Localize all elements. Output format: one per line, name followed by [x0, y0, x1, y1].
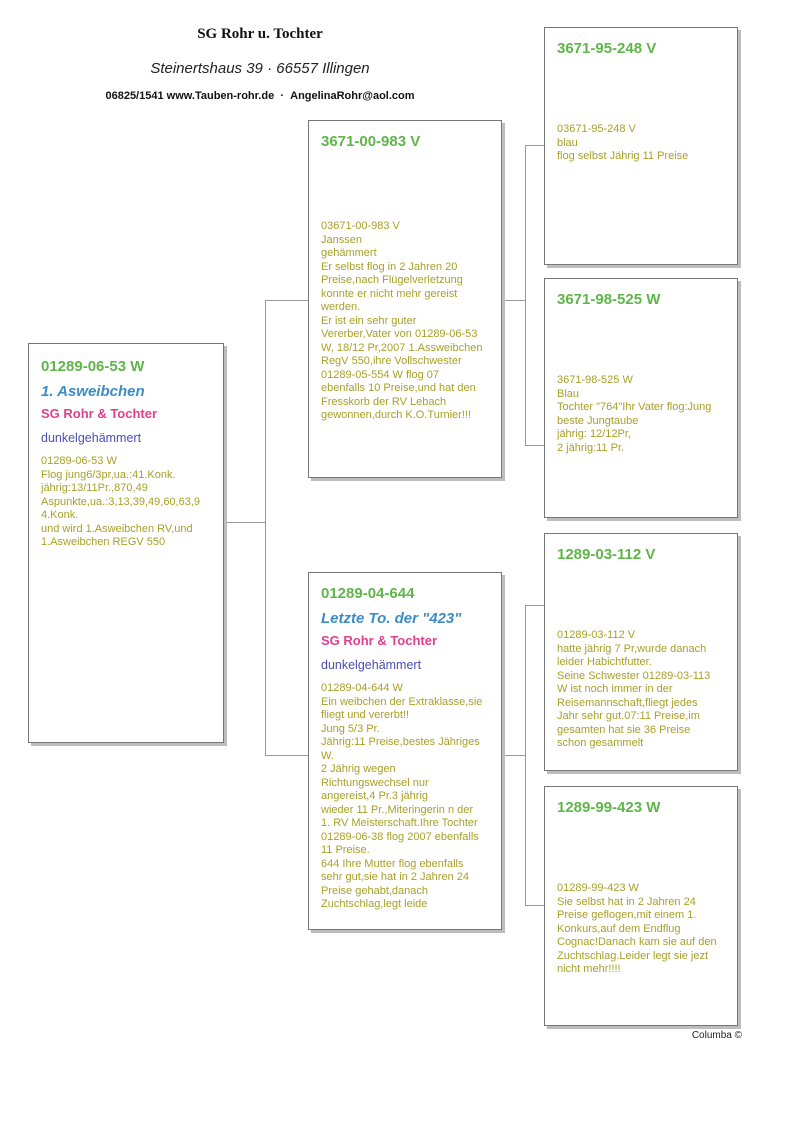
connector-dam-out: [502, 755, 526, 756]
connector-dam: [265, 755, 309, 756]
sire-dam-ring-number: 3671-98-525 W: [557, 291, 661, 308]
connector-sire-dam: [525, 445, 545, 446]
sire-sire-ring-number: 3671-95-248 V: [557, 40, 657, 57]
phone-website: 06825/1541 www.Tauben-rohr.de: [105, 90, 275, 102]
dam-card: [308, 572, 502, 930]
connector-parents-vertical: [265, 300, 266, 755]
dam-dam-description: 01289-99-423 W Sie selbst hat in 2 Jahren 24 Preise geflogen,mit einem 1. Konkurs,auf dem Endflug Cognac!Danach kam sie auf den Zuchtschlag.Leider legt sie jezt nicht mehr!!!!: [557, 882, 717, 975]
email-address: AngelinaRohr@aol.com: [290, 90, 415, 102]
subject-name: 1. Asweibchen: [41, 383, 145, 400]
connector-sire-out: [502, 300, 526, 301]
sire-ring-number: 3671-00-983 V: [321, 133, 421, 150]
sire-sire-card: [544, 27, 738, 265]
sire-card: [308, 120, 502, 478]
connector-subject: [224, 522, 266, 523]
breeder-title: SG Rohr u. Tochter: [197, 26, 323, 42]
dam-description: 01289-04-644 W Ein weibchen der Extraklasse,sie fliegt und vererbt!! Jung 5/3 Pr. Jährig:11 Preise,bestes Jähriges W. 2 Jährig wegen Richtungswechsel nur angereist,4 Pr.3 jährig wieder 11 Pr.,Miteringerin n der 1. RV Meisterschaft.Ihre Tochter 01289-06-38 flog 2007 ebenfalls 11 Preise. 644 Ihre Mutter flog ebenfalls sehr gut,sie hat in 2 Jahren 24 Preise gehabt,danach Zuchtschlag,legt leide: [321, 682, 483, 910]
dam-dam-ring-number: 1289-99-423 W: [557, 799, 661, 816]
connector-dam-sire: [525, 605, 545, 606]
subject-description: 01289-06-53 W Flog jung6/3pr,ua.:41.Konk. jährig:13/11Pr.,870,49 Aspunkte,ua.:3,13,39,49,60,63,9 4.Konk. und wird 1.Asweibchen RV,und 1.Asweibchen REGV 550: [41, 455, 201, 548]
dam-sire-card: [544, 533, 738, 771]
connector-dam-grand-vertical: [525, 605, 526, 905]
connector-sire-sire: [525, 145, 545, 146]
dam-ring-number: 01289-04-644: [321, 585, 415, 602]
dam-name: Letzte To. der "423": [321, 610, 462, 627]
subject-color: dunkelgehämmert: [41, 431, 142, 445]
connector-dam-dam: [525, 905, 545, 906]
dam-dam-card: [544, 786, 738, 1026]
subject-breeder: SG Rohr & Tochter: [41, 406, 158, 421]
dam-sire-description: 01289-03-112 V hatte jährig 7 Pr,wurde danach leider Habichtfutter. Seine Schwester 01289-03-113 W ist noch immer in der Reisemannschaft,fliegt jedes Jahr sehr gut.07:11 Preise,im gesamten hat sie 36 Preise schon gesammelt: [557, 629, 711, 749]
sire-sire-description: 03671-95-248 V blau flog selbst Jährig 11 Preise: [557, 123, 689, 162]
dam-breeder: SG Rohr & Tochter: [321, 633, 438, 648]
sire-dam-description: 3671-98-525 W Blau Tochter "764"Ihr Vater flog:Jung beste Jungtaube jährig: 12/12Pr, 2 jährig:11 Pr.: [557, 374, 712, 454]
sire-description: 03671-00-983 V Janssen gehämmert Er selbst flog in 2 Jahren 20 Preise,nach Flügelverletzung konnte er nicht mehr gereist werden. Er ist ein sehr guter Vererber,Vater von 01289-06-53 W, 18/12 Pr,2007 1.Assweibchen RegV 550,ihre Vollschwester 01289-05-554 W flog 07 ebenfalls 10 Preise,und hat den Fresskorb der RV Lebach gewonnen,durch K.O.Turnier!!!: [321, 220, 483, 421]
dam-sire-ring-number: 1289-03-112 V: [557, 546, 656, 563]
sire-dam-card: [544, 278, 738, 518]
breeder-contact: [0, 90, 520, 102]
connector-sire-grand-vertical: [525, 145, 526, 445]
subject-card: [28, 343, 224, 743]
contact-separator: ·: [280, 90, 284, 102]
subject-ring-number: 01289-06-53 W: [41, 358, 145, 375]
breeder-address: Steinertshaus 39 · 66557 Illingen: [150, 60, 370, 77]
dam-color: dunkelgehämmert: [321, 658, 422, 672]
connector-sire: [265, 300, 309, 301]
footer-credit: Columba ©: [691, 1030, 742, 1041]
